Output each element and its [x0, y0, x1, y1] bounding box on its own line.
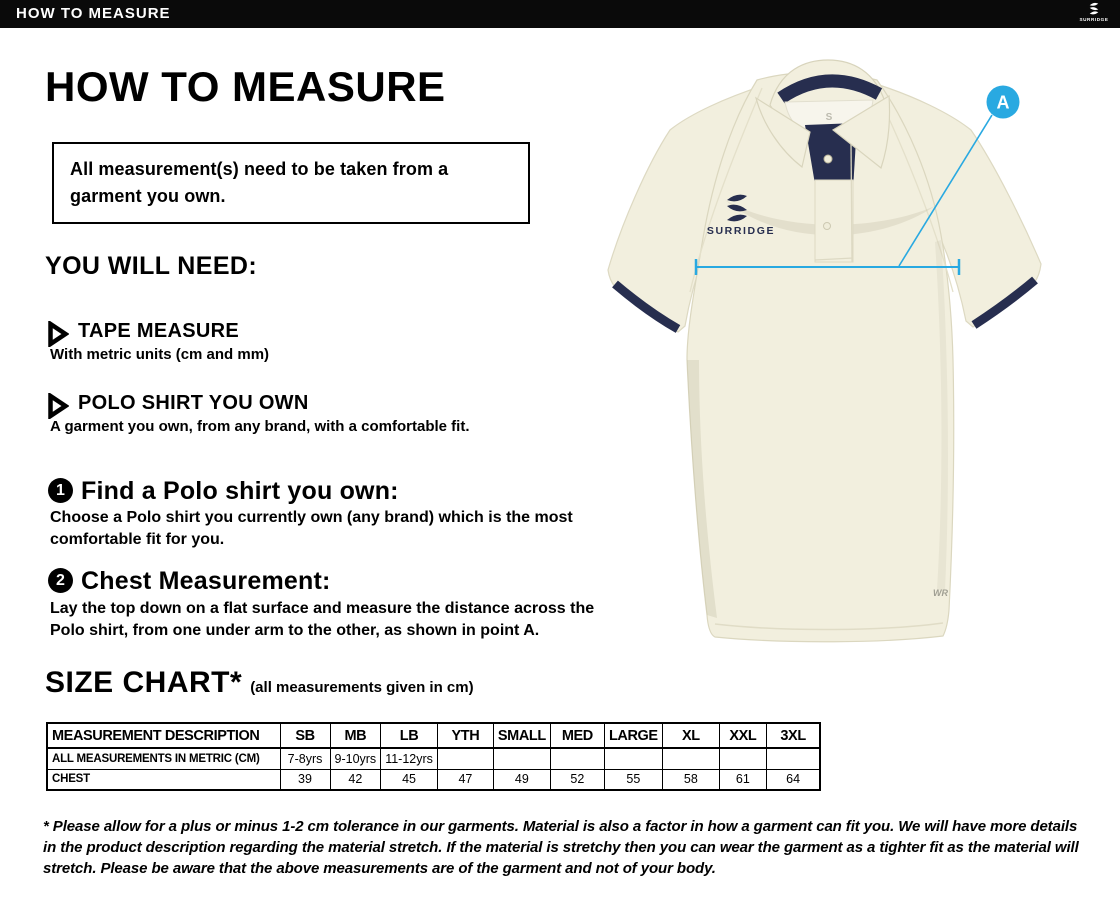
row-label: ALL MEASUREMENTS IN METRIC (CM)	[47, 748, 280, 769]
cell	[437, 748, 493, 769]
step-description: Lay the top down on a flat surface and measure the distance across the Polo shirt, from one under arm to the other, as shown in point A.	[50, 600, 595, 639]
col-header: MED	[550, 723, 604, 748]
cell: 64	[766, 769, 820, 790]
step-number-badge: 2	[48, 568, 73, 593]
cell	[766, 748, 820, 769]
shirt-brand-text: SURRIDGE	[706, 225, 776, 237]
cell: 55	[604, 769, 662, 790]
cell: 58	[662, 769, 719, 790]
page-title: HOW TO MEASURE	[45, 63, 446, 110]
table-header-row	[47, 723, 820, 748]
col-header: SB	[280, 723, 330, 748]
surridge-logo	[1072, 1, 1116, 27]
top-bar	[0, 0, 1120, 28]
col-header: 3XL	[766, 723, 820, 748]
notice-box	[52, 142, 530, 224]
surridge-wordmark: SURRIDGE	[1079, 17, 1109, 22]
cell: 9-10yrs	[330, 748, 381, 769]
polo-shirt-illustration	[575, 30, 1105, 675]
cell: 61	[719, 769, 766, 790]
need-item-title: POLO SHIRT YOU OWN	[78, 392, 309, 414]
need-item-title: TAPE MEASURE	[78, 320, 240, 342]
cell	[662, 748, 719, 769]
cell: 11-12yrs	[381, 748, 438, 769]
cell: 52	[550, 769, 604, 790]
placket-button	[824, 155, 832, 163]
size-chart-title: SIZE CHART*	[45, 666, 243, 699]
cell	[604, 748, 662, 769]
step-description: Choose a Polo shirt you currently own (any brand) which is the most comfortable fit for you.	[50, 509, 573, 548]
need-item-desc: A garment you own, from any brand, with a comfortable fit.	[50, 418, 470, 435]
notice-text: All measurement(s) need to be taken from a garment you own.	[70, 159, 449, 206]
step-title: Chest Measurement:	[81, 567, 331, 595]
cell	[550, 748, 604, 769]
size-chart-heading	[45, 666, 474, 700]
cell	[493, 748, 550, 769]
col-header: MEASUREMENT DESCRIPTION	[47, 723, 280, 748]
cell: 39	[280, 769, 330, 790]
point-a-label: A	[996, 92, 1010, 113]
surridge-s-icon	[1087, 1, 1101, 17]
row-label: CHEST	[47, 769, 280, 790]
shirt-watermark: WR	[933, 588, 948, 598]
cell: 47	[437, 769, 493, 790]
size-chart-table	[46, 722, 821, 791]
size-chart-subtitle: (all measurements given in cm)	[250, 679, 474, 696]
step-title: Find a Polo shirt you own:	[81, 477, 399, 505]
step-number-badge: 1	[48, 478, 73, 503]
cell: 42	[330, 769, 381, 790]
col-header: XXL	[719, 723, 766, 748]
you-will-need-heading: YOU WILL NEED:	[45, 252, 258, 280]
top-bar-title: HOW TO MEASURE	[16, 5, 171, 22]
polo-shirt-diagram	[575, 30, 1105, 675]
triangle-bullet-icon	[47, 393, 69, 419]
disclaimer-text: * Please allow for a plus or minus 1-2 cm tolerance in our garments. Material is also a factor in how a garment can fit you. We will have more details in the product description regarding the material stretch. If the material is stretchy then you can wear the garment as a tighter fit as the material will stretch. Please be aware that the above measurements are of the garment and not of your body.	[43, 818, 1079, 877]
table-row	[47, 769, 820, 790]
col-header: MB	[330, 723, 381, 748]
col-header: LARGE	[604, 723, 662, 748]
cell: 7-8yrs	[280, 748, 330, 769]
col-header: LB	[381, 723, 438, 748]
triangle-bullet-icon	[47, 321, 69, 347]
col-header: YTH	[437, 723, 493, 748]
cell: 49	[493, 769, 550, 790]
col-header: SMALL	[493, 723, 550, 748]
need-item-desc: With metric units (cm and mm)	[50, 346, 270, 363]
table-row	[47, 748, 820, 769]
cell	[719, 748, 766, 769]
cell: 45	[381, 769, 438, 790]
col-header: XL	[662, 723, 719, 748]
placket-button	[824, 223, 831, 230]
svg-text:S: S	[825, 112, 833, 123]
